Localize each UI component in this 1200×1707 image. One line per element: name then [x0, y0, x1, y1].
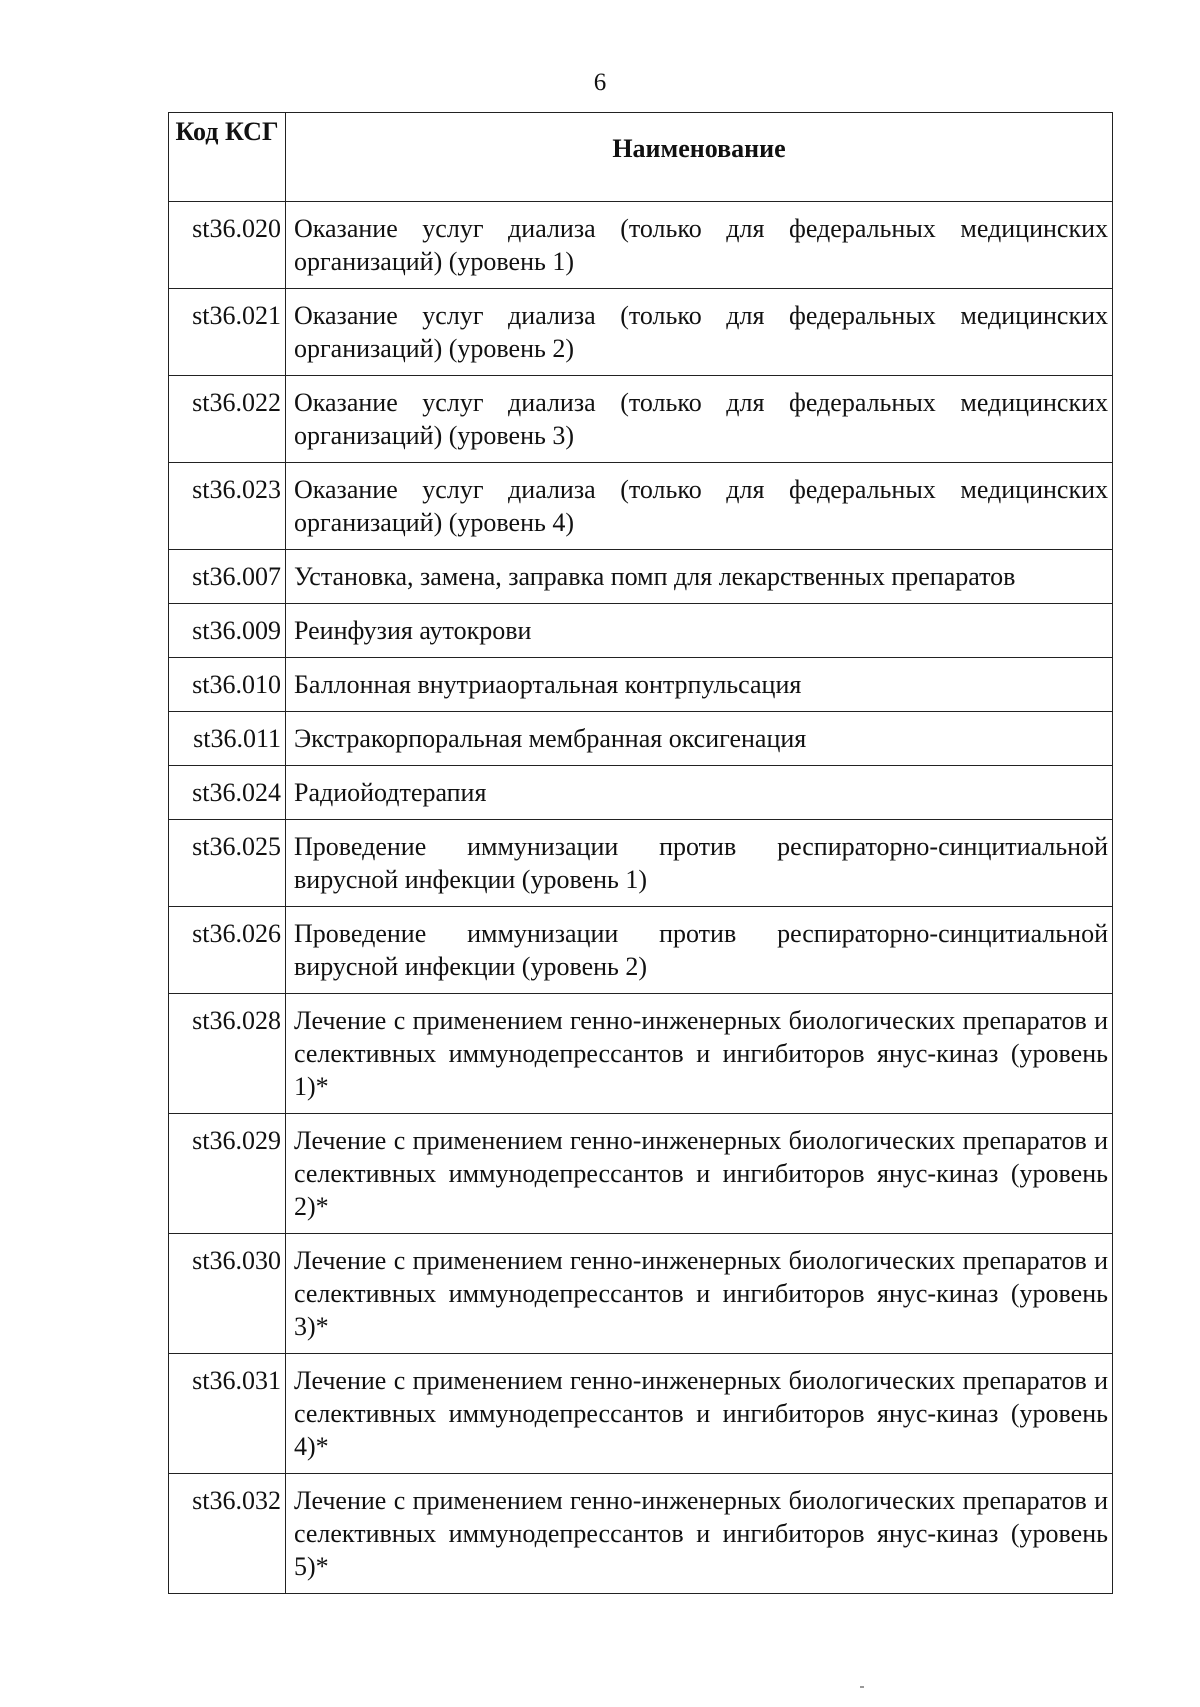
ksg-name-cell: Оказание услуг диализа (только для федеральных медицинских организаций) (уровень 1) [286, 202, 1113, 289]
ksg-name-cell: Радиойодтерапия [286, 766, 1113, 820]
ksg-name-cell: Оказание услуг диализа (только для федеральных медицинских организаций) (уровень 2) [286, 289, 1113, 376]
table-header-row [169, 113, 1113, 202]
ksg-name-cell: Баллонная внутриаортальная контрпульсация [286, 658, 1113, 712]
ksg-name-cell: Лечение с применением генно-инженерных биологических препаратов и селективных иммунодепрессантов и ингибиторов янус-киназ (уровень 2)* [286, 1114, 1113, 1234]
ksg-code-cell: st36.029 [169, 1114, 286, 1234]
table-row [169, 550, 1113, 604]
table-row [169, 907, 1113, 994]
ksg-name-cell: Экстракорпоральная мембранная оксигенация [286, 712, 1113, 766]
table-row [169, 766, 1113, 820]
ksg-code-cell: st36.025 [169, 820, 286, 907]
ksg-name-cell: Проведение иммунизации против респираторно-синцитиальной вирусной инфекции (уровень 2) [286, 907, 1113, 994]
scan-artifact-dot [860, 1686, 864, 1688]
ksg-name-cell: Оказание услуг диализа (только для федеральных медицинских организаций) (уровень 4) [286, 463, 1113, 550]
ksg-code-cell: st36.022 [169, 376, 286, 463]
table-row [169, 712, 1113, 766]
table-row [169, 604, 1113, 658]
page-number: 6 [593, 69, 607, 96]
ksg-table [168, 112, 1113, 1594]
column-header-name: Наименование [286, 113, 1113, 202]
table-body [169, 202, 1113, 1594]
ksg-code-cell: st36.023 [169, 463, 286, 550]
ksg-code-cell: st36.030 [169, 1234, 286, 1354]
ksg-name-cell: Установка, замена, заправка помп для лекарственных препаратов [286, 550, 1113, 604]
table-row [169, 820, 1113, 907]
table-row [169, 1234, 1113, 1354]
ksg-code-cell: st36.020 [169, 202, 286, 289]
ksg-code-cell: st36.009 [169, 604, 286, 658]
ksg-code-cell: st36.010 [169, 658, 286, 712]
ksg-name-cell: Оказание услуг диализа (только для федеральных медицинских организаций) (уровень 3) [286, 376, 1113, 463]
ksg-name-cell: Лечение с применением генно-инженерных биологических препаратов и селективных иммунодепрессантов и ингибиторов янус-киназ (уровень 4)* [286, 1354, 1113, 1474]
table-row [169, 202, 1113, 289]
ksg-code-cell: st36.007 [169, 550, 286, 604]
table-row [169, 376, 1113, 463]
ksg-code-cell: st36.028 [169, 994, 286, 1114]
ksg-code-cell: st36.024 [169, 766, 286, 820]
ksg-name-cell: Лечение с применением генно-инженерных биологических препаратов и селективных иммунодепрессантов и ингибиторов янус-киназ (уровень 5)* [286, 1474, 1113, 1594]
ksg-code-cell: st36.031 [169, 1354, 286, 1474]
ksg-name-cell: Лечение с применением генно-инженерных биологических препаратов и селективных иммунодепрессантов и ингибиторов янус-киназ (уровень 1)* [286, 994, 1113, 1114]
table-row [169, 658, 1113, 712]
table-row [169, 994, 1113, 1114]
table-row [169, 1474, 1113, 1594]
ksg-code-cell: st36.026 [169, 907, 286, 994]
ksg-code-cell: st36.011 [169, 712, 286, 766]
ksg-code-cell: st36.021 [169, 289, 286, 376]
ksg-name-cell: Проведение иммунизации против респираторно-синцитиальной вирусной инфекции (уровень 1) [286, 820, 1113, 907]
table-row [169, 289, 1113, 376]
table-row [169, 1114, 1113, 1234]
ksg-name-cell: Реинфузия аутокрови [286, 604, 1113, 658]
ksg-code-cell: st36.032 [169, 1474, 286, 1594]
table-row [169, 1354, 1113, 1474]
column-header-code: Код КСГ [169, 113, 286, 202]
table-row [169, 463, 1113, 550]
ksg-name-cell: Лечение с применением генно-инженерных биологических препаратов и селективных иммунодепрессантов и ингибиторов янус-киназ (уровень 3)* [286, 1234, 1113, 1354]
